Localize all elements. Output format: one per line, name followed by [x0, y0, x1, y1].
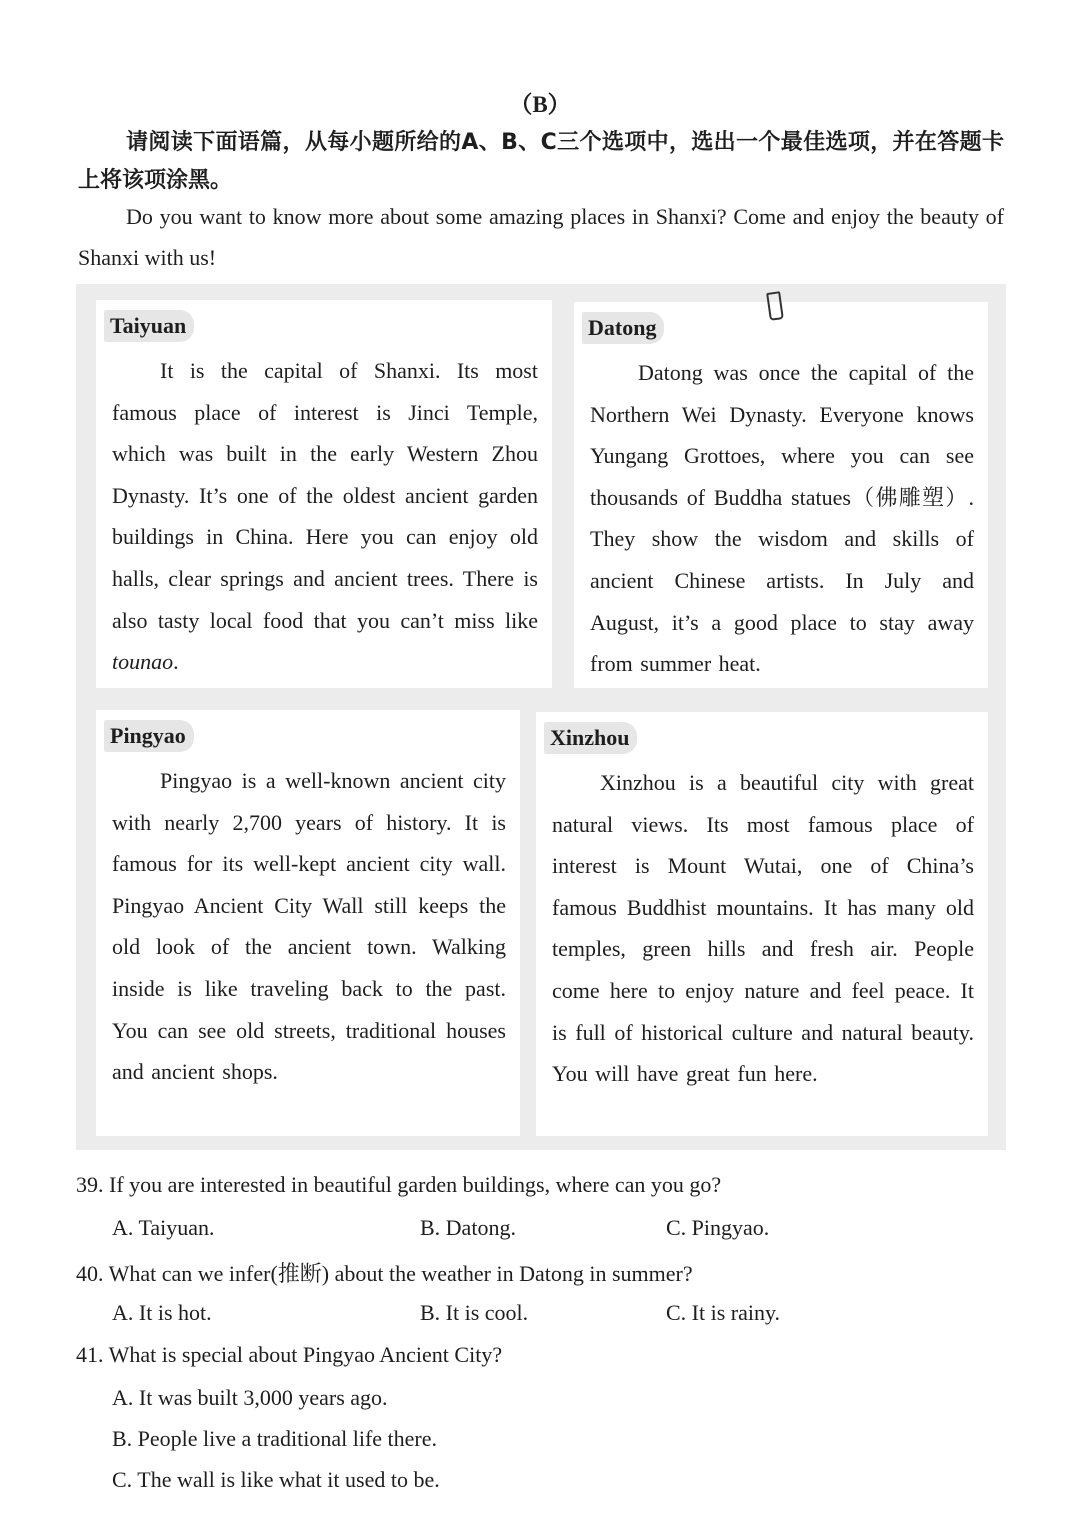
card-title: Pingyao	[104, 720, 194, 752]
option-39-c[interactable]: C. Pingyao.	[666, 1215, 770, 1240]
card-text: It is the capital of Shanxi. Its most famous place of interest is Jinci Temple, which was built in the early Western Zhou Dynasty. It’s one of the oldest ancient garden buildings in China. Here you can enjoy old halls, clear springs and ancient trees. There is also tasty local food that you can’t miss like tounao.	[112, 358, 538, 675]
option-41-a[interactable]: A. It was built 3,000 years ago.	[112, 1385, 388, 1410]
card-text: Xinzhou is a beautiful city with great natural views. Its most famous place of interest is Mount Wutai, one of China’s famous Buddhist mountains. It has many old temples, green hills and fresh air. People come here to enjoy nature and feel peace. It is full of historical culture and natural beauty. You will have great fun here.	[552, 770, 974, 1087]
option-40-b[interactable]: B. It is cool.	[420, 1300, 529, 1325]
reading-instructions: 请阅读下面语篇，从每小题所给的A、B、C三个选项中，选出一个最佳选项，并在答题卡上将该项涂黑。	[78, 130, 1004, 193]
card-text: Pingyao is a well-known ancient city with nearly 2,700 years of history. It is famous for its well-kept ancient city wall. Pingyao Ancient City Wall still keeps the old look of the ancient town. Walking inside is like traveling back to the past. You can see old streets, traditional houses and ancient shops.	[112, 768, 506, 1085]
card-title: Datong	[582, 312, 664, 344]
question-40: 40. What can we infer(推断) about the weather in Datong in summer?	[76, 1261, 693, 1286]
card-pingyao	[96, 710, 520, 1136]
option-40-a[interactable]: A. It is hot.	[112, 1300, 212, 1325]
option-39-b[interactable]: B. Datong.	[420, 1215, 516, 1240]
food-name: tounao	[112, 649, 174, 675]
question-41: 41. What is special about Pingyao Ancient City?	[76, 1342, 503, 1367]
question-39: 39. If you are interested in beautiful garden buildings, where can you go?	[76, 1172, 722, 1197]
card-title: Xinzhou	[544, 722, 637, 754]
card-title: Taiyuan	[104, 310, 194, 342]
passage-intro: Do you want to know more about some amazing places in Shanxi? Come and enjoy the beauty of Shanxi with us!	[78, 204, 1004, 270]
option-40-c[interactable]: C. It is rainy.	[666, 1300, 781, 1325]
option-41-c[interactable]: C. The wall is like what it used to be.	[112, 1467, 440, 1492]
option-41-b[interactable]: B. People live a traditional life there.	[112, 1426, 438, 1451]
card-datong	[574, 302, 988, 688]
card-text: Datong was once the capital of the Northern Wei Dynasty. Everyone knows Yungang Grottoes, where you can see thousands of Buddha statues（佛雕塑）. They show the wisdom and skills of ancient Chinese artists. In July and August, it’s a good place to stay away from summer heat.	[590, 360, 974, 677]
card-taiyuan	[96, 300, 552, 688]
option-39-a[interactable]: A. Taiyuan.	[112, 1215, 215, 1240]
card-xinzhou	[536, 712, 988, 1136]
section-label: （B）	[509, 92, 571, 117]
